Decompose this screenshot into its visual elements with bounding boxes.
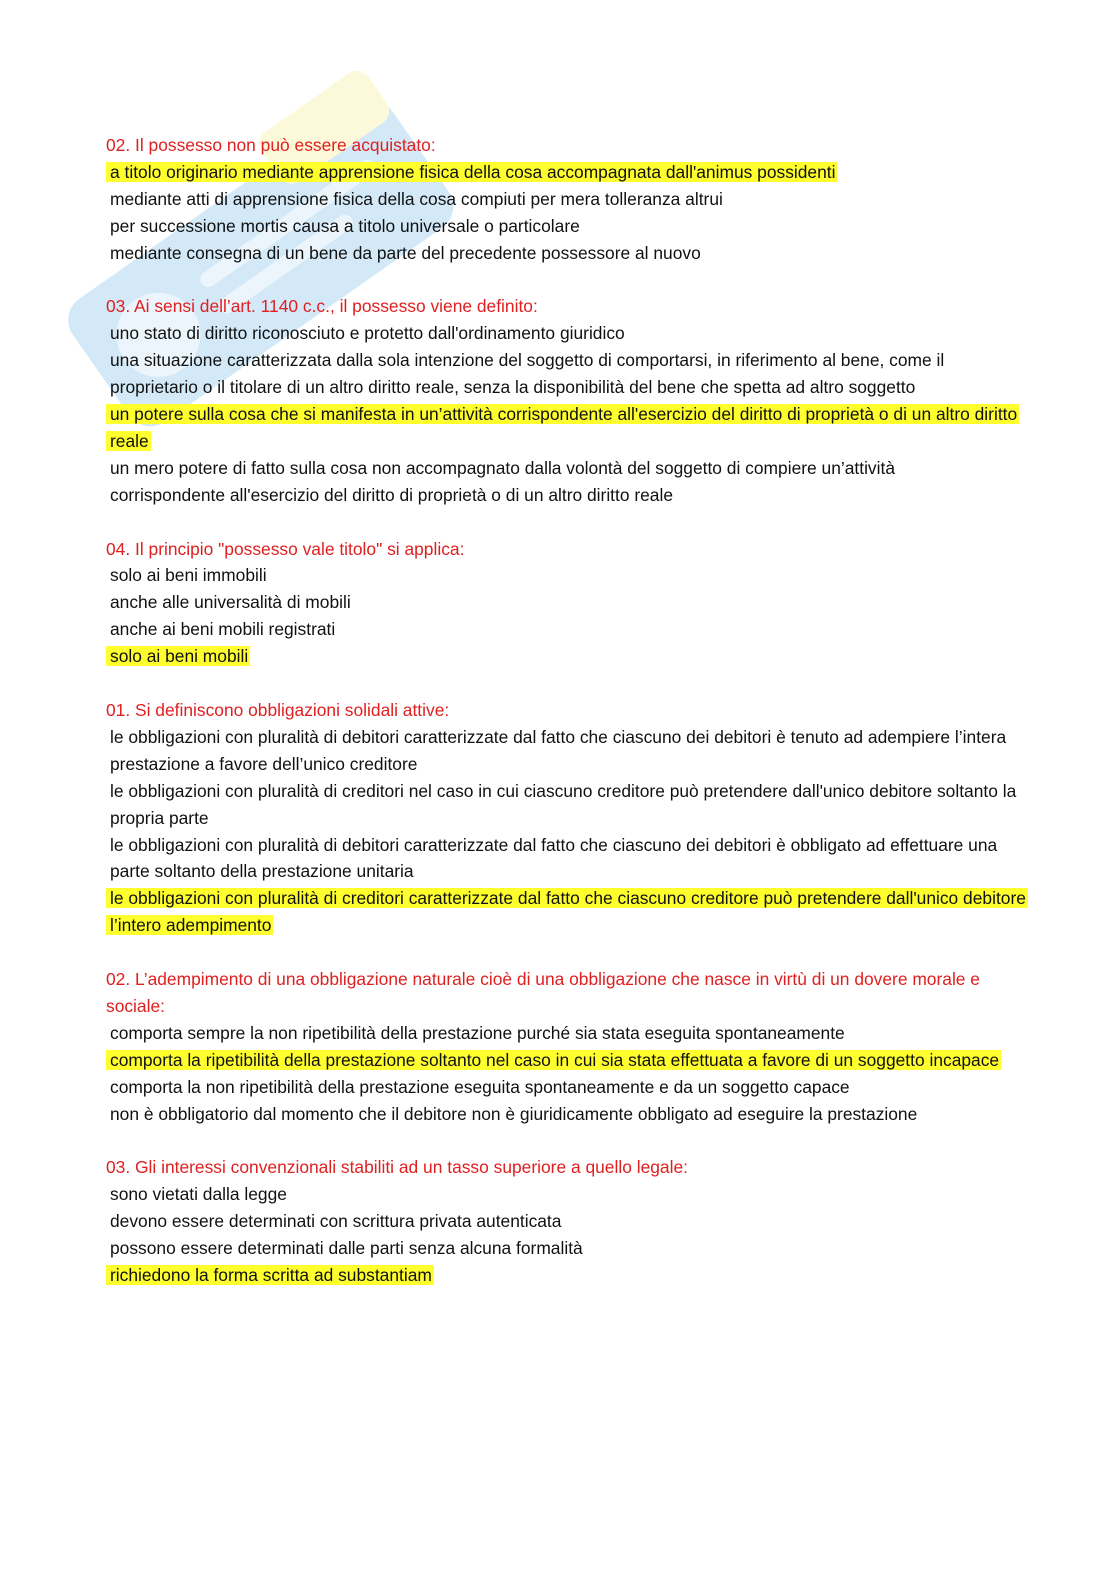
question-block: [106, 966, 1026, 1127]
answer-option: uno stato di diritto riconosciuto e protetto dall'ordinamento giuridico: [110, 323, 625, 344]
answer-option: solo ai beni immobili: [110, 565, 267, 586]
answer-option: comporta la non ripetibilità della prestazione eseguita spontaneamente e da un soggetto capace: [110, 1076, 850, 1097]
question-block: [106, 697, 1026, 939]
answer-option-correct: comporta la ripetibilità della prestazione soltanto nel caso in cui sia stata effettuata a favore di un soggetto incapace: [106, 1047, 1026, 1074]
answer-option: mediante consegna di un bene da parte del precedente possessore al nuovo: [110, 242, 701, 263]
answer-option: le obbligazioni con pluralità di debitori caratterizzate dal fatto che ciascuno dei debitori è obbligato ad effettuare una parte soltanto della prestazione unitaria: [110, 834, 998, 882]
answer-option: non è obbligatorio dal momento che il debitore non è giuridicamente obbligato ad eseguire la prestazione: [110, 1103, 918, 1124]
answer-option-correct: solo ai beni mobili: [106, 643, 1026, 670]
answer-option: anche alle universalità di mobili: [110, 592, 351, 613]
answer-option: sono vietati dalla legge: [110, 1184, 287, 1205]
quiz-document: [106, 132, 1026, 1316]
question-block: [106, 293, 1026, 508]
answer-option-correct: un potere sulla cosa che si manifesta in un’attività corrispondente all'esercizio del diritto di proprietà o di un altro diritto reale: [106, 401, 1026, 455]
answer-option: possono essere determinati dalle parti senza alcuna formalità: [110, 1238, 583, 1259]
question-title: 01. Si definiscono obbligazioni solidali attive:: [106, 699, 450, 720]
answer-option: le obbligazioni con pluralità di creditori nel caso in cui ciascuno creditore può pretendere dall'unico debitore soltanto la propria parte: [110, 780, 1017, 828]
answer-option-correct: a titolo originario mediante apprensione fisica della cosa accompagnata dall'animus possidenti: [106, 159, 1026, 186]
answer-option-correct: le obbligazioni con pluralità di creditori caratterizzate dal fatto che ciascuno creditore può pretendere dall'unico debitore l’intero adempimento: [106, 885, 1026, 939]
answer-option: anche ai beni mobili registrati: [110, 619, 336, 640]
question-title: 03. Gli interessi convenzionali stabiliti ad un tasso superiore a quello legale:: [106, 1157, 688, 1178]
question-title: 02. Il possesso non può essere acquistato:: [106, 135, 436, 155]
question-title: 02. L’adempimento di una obbligazione naturale cioè di una obbligazione che nasce in virtù di un dovere morale e sociale:: [106, 969, 980, 1016]
answer-option: mediante atti di apprensione fisica della cosa compiuti per mera tolleranza altrui: [110, 188, 723, 209]
answer-option-correct: richiedono la forma scritta ad substantiam: [106, 1262, 1026, 1289]
answer-option: devono essere determinati con scrittura privata autenticata: [110, 1211, 562, 1232]
question-title: 03. Ai sensi dell’art. 1140 c.c., il possesso viene definito:: [106, 296, 538, 317]
question-title: 04. Il principio "possesso vale titolo" si applica:: [106, 538, 465, 559]
answer-option: una situazione caratterizzata dalla sola intenzione del soggetto di comportarsi, in riferimento al bene, come il proprietario o il titolare di un altro diritto reale, senza la disponibilità del bene che spetta ad altro soggetto: [110, 350, 945, 398]
answer-option: per successione mortis causa a titolo universale o particolare: [110, 215, 580, 236]
answer-option: comporta sempre la non ripetibilità della prestazione purché sia stata eseguita spontaneamente: [110, 1022, 845, 1043]
question-block: [106, 1154, 1026, 1289]
answer-option: un mero potere di fatto sulla cosa non accompagnato dalla volontà del soggetto di compiere un’attività corrispondente all'esercizio del diritto di proprietà o di un altro diritto reale: [110, 457, 895, 505]
answer-option: le obbligazioni con pluralità di debitori caratterizzate dal fatto che ciascuno dei debitori è tenuto ad adempiere l’intera prestazione a favore dell’unico creditore: [110, 726, 1007, 774]
question-block: [106, 132, 1026, 267]
question-block: [106, 536, 1026, 671]
